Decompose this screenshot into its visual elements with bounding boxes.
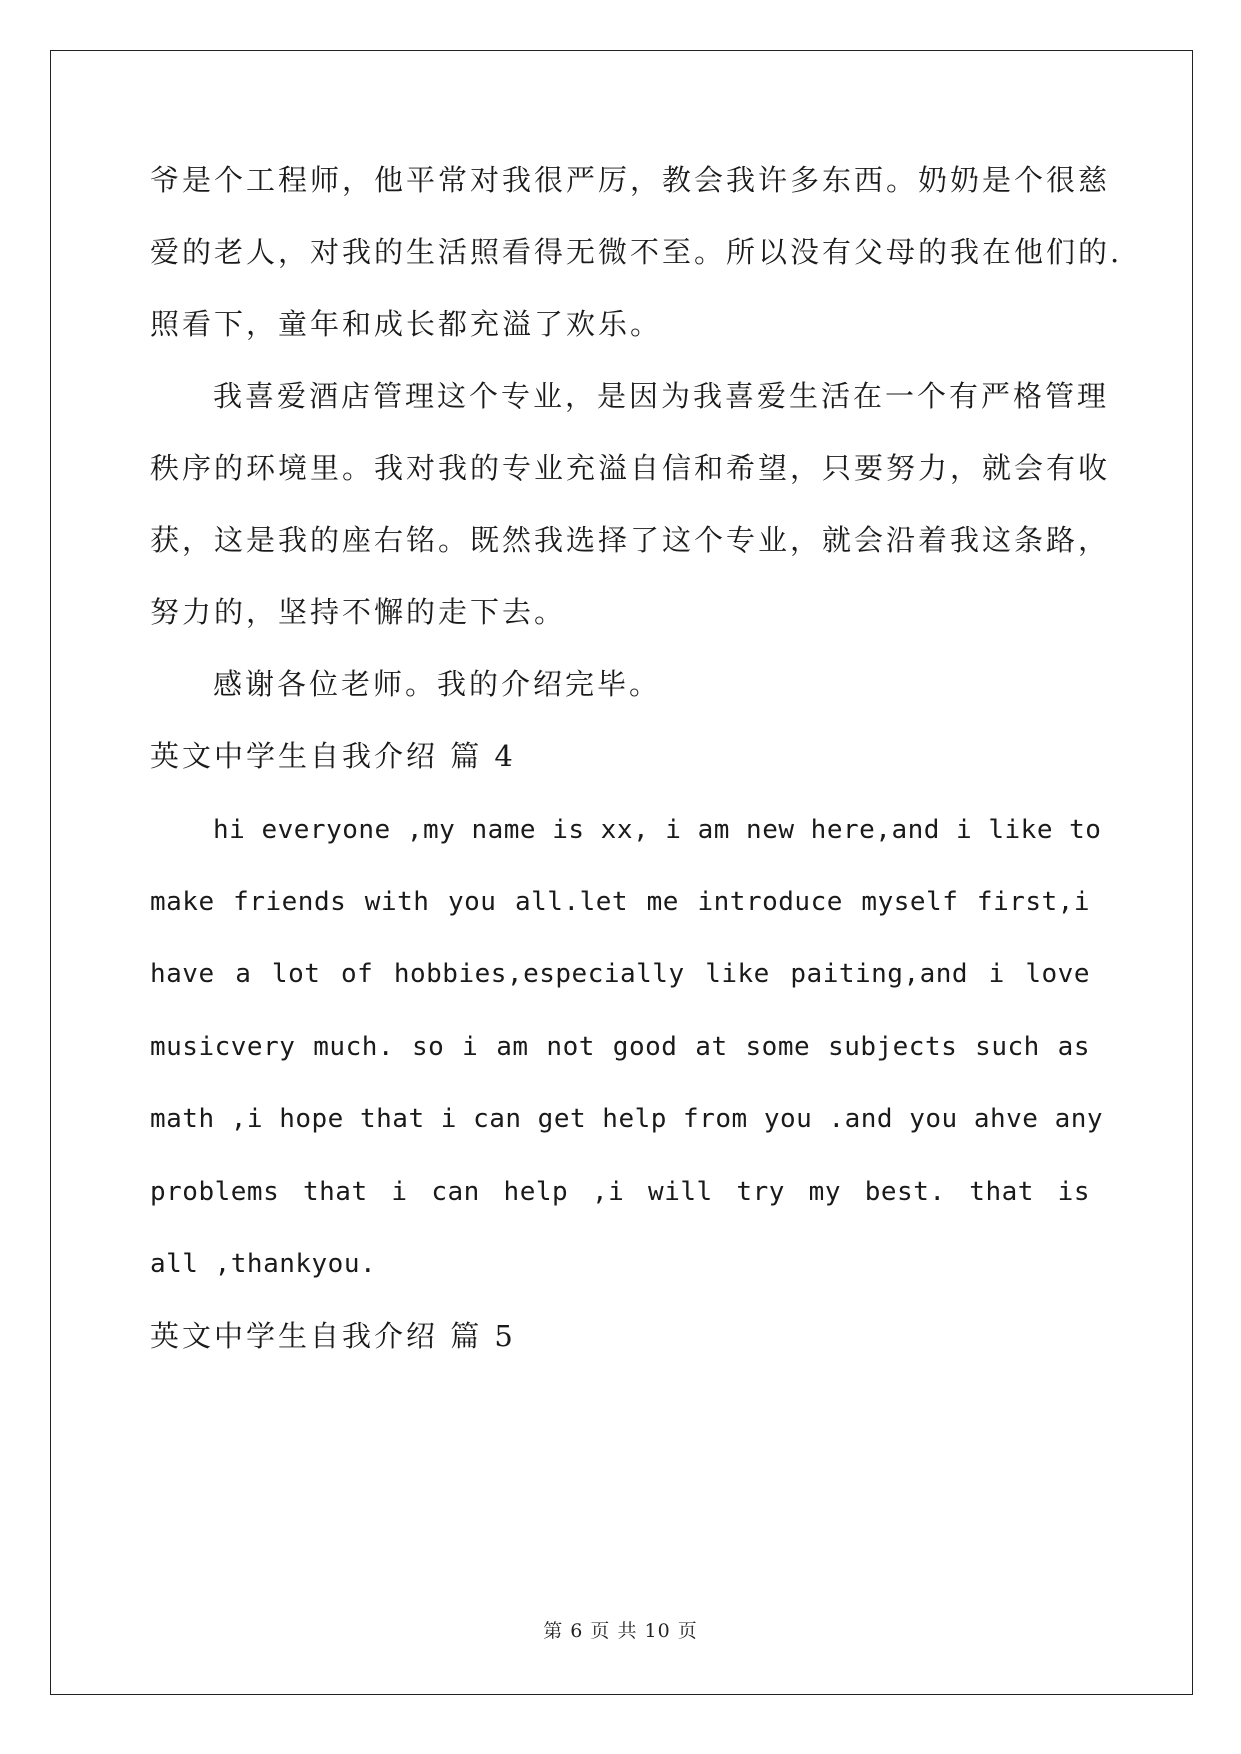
text-line: musicvery much. so i am not good at some subjects such as	[150, 1032, 1090, 1062]
page-border	[50, 50, 1193, 1695]
text-line: have a lot of hobbies,especially like paiting,and i love	[150, 959, 1090, 989]
text-line: hi everyone ,my name is xx, i am new here,and i like to	[213, 815, 1102, 845]
text-line: math ,i hope that i can get help from you .and you ahve any	[150, 1104, 1104, 1134]
text-line: all ,thankyou.	[150, 1249, 377, 1279]
text-line: 秩序的环境里。我对我的专业充溢自信和希望，只要努力，就会有收	[150, 451, 1111, 485]
text-line: problems that i can help ,i will try my best. that is	[150, 1177, 1090, 1207]
text-line: 感谢各位老师。我的介绍完毕。	[213, 667, 662, 701]
text-line: make friends with you all.let me introduce myself first,i	[150, 887, 1090, 917]
section-heading: 英文中学生自我介绍 篇 5	[150, 1319, 516, 1353]
text-line: 获，这是我的座右铭。既然我选择了这个专业，就会沿着我这条路，	[150, 523, 1111, 557]
text-line: 照看下，童年和成长都充溢了欢乐。	[150, 307, 663, 341]
page-number: 第 6 页 共 10 页	[543, 1620, 698, 1642]
text-line: 努力的，坚持不懈的走下去。	[150, 595, 567, 629]
section-heading: 英文中学生自我介绍 篇 4	[150, 739, 516, 773]
text-line: 爷是个工程师，他平常对我很严厉，教会我许多东西。奶奶是个很慈	[150, 163, 1111, 197]
text-line: 爱的老人，对我的生活照看得无微不至。所以没有父母的我在他们的.	[150, 235, 1123, 269]
text-line: 我喜爱酒店管理这个专业，是因为我喜爱生活在一个有严格管理	[213, 379, 1110, 413]
